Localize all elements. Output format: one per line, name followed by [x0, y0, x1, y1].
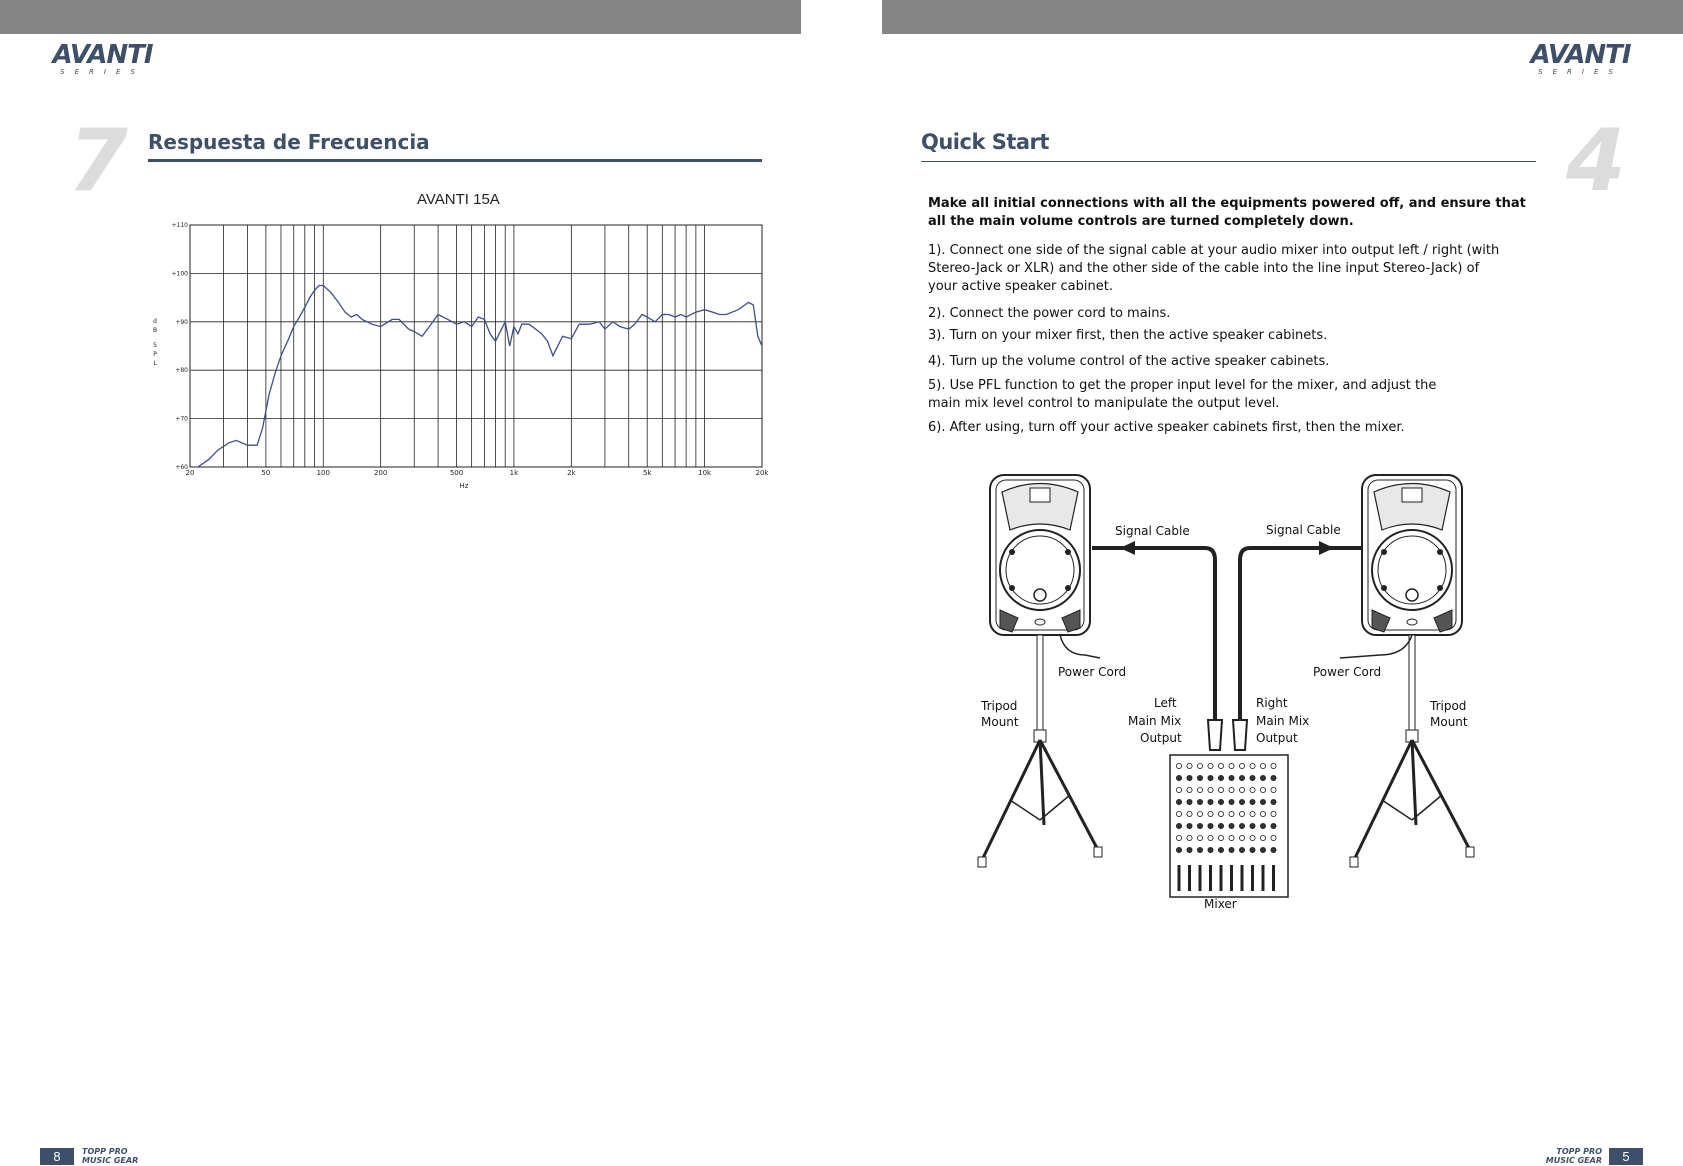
y-tick-label: +90 [175, 318, 188, 326]
mixer-knob [1271, 823, 1276, 828]
mixer-knob [1229, 823, 1234, 828]
y-axis-label-char: P [153, 351, 157, 358]
mixer-knob [1208, 823, 1213, 828]
mixer-knob [1271, 787, 1276, 792]
mixer-knob [1197, 847, 1202, 852]
mixer-knob [1197, 787, 1202, 792]
right-xlr-plug [1233, 720, 1247, 750]
mixer-knob [1260, 787, 1265, 792]
mixer-knob [1176, 787, 1181, 792]
mixer-knob [1208, 787, 1213, 792]
left-cable-arrow [1120, 541, 1135, 555]
mixer-knob [1239, 775, 1244, 780]
y-axis-label-char: L [153, 360, 157, 367]
x-tick-label: 10k [698, 469, 712, 477]
x-tick-label: 1k [509, 469, 519, 477]
mixer-knob [1250, 763, 1255, 768]
mixer-knob [1197, 823, 1202, 828]
mixer-knob [1187, 823, 1192, 828]
footer-brand [1540, 1147, 1602, 1165]
mixer-knob [1229, 799, 1234, 804]
tripod-left-label-1: Tripod [981, 699, 1018, 713]
step-4: 4). Turn up the volume control of the active speaker cabinets. [928, 354, 1330, 369]
x-tick-label: 20 [185, 469, 195, 477]
mixer-knob [1271, 811, 1276, 816]
right-header-bar [882, 0, 1683, 34]
mixer-knob [1239, 835, 1244, 840]
page-title: Quick Start [921, 130, 1049, 154]
mixer-knob [1197, 763, 1202, 768]
plot-frame [190, 225, 762, 467]
mixer-fader [1230, 865, 1233, 891]
chart-ticks [172, 222, 770, 490]
step-1: 1). Connect one side of the signal cable at your audio mixer into output left / right (with Stereo-Jack or XLR) and the other side of the cable into the line input Stereo-Jack) of your active speaker cabinet. [928, 243, 1500, 294]
mixer-knob [1239, 847, 1244, 852]
mixer-knob [1176, 763, 1181, 768]
mixer-knob [1208, 847, 1213, 852]
y-tick-label: +80 [175, 367, 188, 375]
left-output-label-1: Left [1154, 696, 1177, 710]
mixer-knob [1229, 787, 1234, 792]
mixer-label: Mixer [1204, 897, 1237, 911]
mixer-knob [1218, 787, 1223, 792]
mixer-knob [1260, 835, 1265, 840]
mixer-fader [1262, 865, 1265, 891]
section-number: 4 [1566, 111, 1626, 211]
mixer-knob [1197, 811, 1202, 816]
right-output-label-3: Output [1256, 731, 1298, 745]
x-tick-label: 2k [567, 469, 576, 477]
mixer-knob [1187, 835, 1192, 840]
logo-wordmark: AVANTI [1530, 40, 1631, 70]
step-5: 5). Use PFL function to get the proper input level for the mixer, and adjust the main mix level control to manipulate the output level. [928, 378, 1437, 411]
mixer-fader [1188, 865, 1191, 891]
mixer-fader [1178, 865, 1181, 891]
mixer-knob [1250, 811, 1255, 816]
mixer-fader [1199, 865, 1202, 891]
logo-subtitle: SERIES [60, 68, 145, 76]
mixer-knob [1239, 799, 1244, 804]
mixer-knob [1208, 763, 1213, 768]
y-tick-label: +110 [171, 222, 188, 229]
mixer-knob [1260, 823, 1265, 828]
mixer-knob [1250, 775, 1255, 780]
x-tick-label: 5k [642, 469, 652, 477]
signal-cable-left-label: Signal Cable [1115, 524, 1190, 538]
mixer-knob [1229, 763, 1234, 768]
mixer-knob [1176, 775, 1181, 780]
step-6: 6). After using, turn off your active speaker cabinets first, then the mixer. [928, 420, 1405, 435]
mixer-knob [1260, 847, 1265, 852]
page-number: 5 [1609, 1148, 1643, 1165]
step-3: 3). Turn on your mixer first, then the active speaker cabinets. [928, 328, 1328, 343]
avanti-logo-right [1518, 40, 1643, 76]
mixer-knob [1250, 799, 1255, 804]
mixer-knob [1229, 835, 1234, 840]
mixer-knob [1271, 775, 1276, 780]
footer-brand-line2: MUSIC GEAR [1545, 1156, 1602, 1165]
page-title: Respuesta de Frecuencia [148, 130, 430, 154]
avanti-logo-left [40, 40, 165, 76]
mixer-knob [1250, 847, 1255, 852]
mixer-knob [1260, 763, 1265, 768]
left-output-label-3: Output [1140, 731, 1182, 745]
title-underline [921, 161, 1536, 162]
x-tick-label: 50 [261, 469, 271, 477]
mixer-knob [1197, 775, 1202, 780]
frequency-response-chart [140, 215, 780, 495]
left-power-cord [1060, 635, 1100, 658]
mixer-fader [1251, 865, 1254, 891]
power-cord-right-label: Power Cord [1313, 665, 1382, 679]
section-number: 7 [68, 111, 128, 211]
step-2: 2). Connect the power cord to mains. [928, 306, 1171, 321]
mixer-knob [1229, 847, 1234, 852]
mixer-knob [1250, 835, 1255, 840]
mixer-knob [1208, 835, 1213, 840]
mixer-knob [1218, 847, 1223, 852]
mixer-knob [1208, 799, 1213, 804]
mixer-knob [1218, 775, 1223, 780]
mixer-knob [1271, 799, 1276, 804]
y-tick-label: +70 [175, 415, 188, 423]
mixer-knob [1239, 787, 1244, 792]
mixer-knob [1197, 835, 1202, 840]
tripod-right-label-2: Mount [1430, 715, 1468, 729]
footer-brand-line2: MUSIC GEAR [82, 1156, 139, 1165]
footer-brand [82, 1147, 138, 1165]
mixer-knob [1250, 823, 1255, 828]
left-speaker [990, 475, 1090, 635]
logo-subtitle: SERIES [1538, 68, 1623, 76]
tripod-left-label-2: Mount [981, 715, 1019, 729]
left-output-label-2: Main Mix [1128, 714, 1182, 728]
mixer-fader [1272, 865, 1275, 891]
x-tick-label: 100 [316, 469, 330, 477]
x-tick-label: 500 [449, 469, 464, 477]
mixer-knob [1197, 799, 1202, 804]
mixer-knob [1176, 847, 1181, 852]
mixer-knob [1187, 811, 1192, 816]
chart-series [198, 286, 762, 468]
y-axis-label-char: d [153, 318, 157, 325]
mixer-knob [1271, 763, 1276, 768]
mixer-knob [1218, 811, 1223, 816]
chart-title: AVANTI 15A [417, 191, 500, 208]
right-cable-arrow [1319, 541, 1334, 555]
power-cord-left-label: Power Cord [1058, 665, 1127, 679]
mixer-knob [1187, 787, 1192, 792]
mixer-knob [1208, 811, 1213, 816]
connection-diagram [960, 470, 1500, 920]
mixer-fader [1209, 865, 1212, 891]
intro-paragraph: Make all initial connections with all the equipments powered off, and ensure that all the main volume controls are turned completely down. [928, 196, 1526, 229]
mixer-knob [1218, 823, 1223, 828]
right-output-label-1: Right [1256, 696, 1288, 710]
mixer-knob [1187, 847, 1192, 852]
mixer-fader [1220, 865, 1223, 891]
left-xlr-plug [1208, 720, 1222, 750]
mixer-knob [1208, 775, 1213, 780]
footer-brand-line1: TOPP PRO [1556, 1147, 1602, 1156]
mixer-knob [1176, 835, 1181, 840]
mixer-knob [1239, 823, 1244, 828]
y-axis-label [153, 318, 157, 367]
mixer-knob [1218, 799, 1223, 804]
chart-grid [190, 225, 762, 467]
mixer-knob [1218, 763, 1223, 768]
mixer-knob [1176, 811, 1181, 816]
logo-wordmark: AVANTI [52, 40, 153, 70]
tripod-right-label-1: Tripod [1430, 699, 1467, 713]
right-speaker [1362, 475, 1462, 635]
mixer-knob [1187, 799, 1192, 804]
mixer-knob [1260, 799, 1265, 804]
page-number: 8 [40, 1148, 74, 1165]
mixer-knob [1176, 823, 1181, 828]
x-axis-label: Hz [459, 482, 469, 490]
right-output-label-2: Main Mix [1256, 714, 1310, 728]
mixer-knob [1229, 775, 1234, 780]
right-signal-cable [1240, 548, 1362, 720]
y-tick-label: +60 [175, 464, 188, 471]
mixer-knob [1239, 763, 1244, 768]
mixer-knob [1250, 787, 1255, 792]
y-axis-label-char: B [152, 327, 158, 334]
y-tick-label: +100 [171, 270, 188, 278]
mixer-knob [1218, 835, 1223, 840]
left-header-bar [0, 0, 801, 34]
mixer-knob [1271, 847, 1276, 852]
signal-cable-right-label: Signal Cable [1266, 523, 1341, 537]
right-power-cord [1340, 635, 1412, 658]
footer-brand-line1: TOPP PRO [82, 1147, 128, 1156]
mixer-knob [1187, 763, 1192, 768]
mixer-knob [1260, 811, 1265, 816]
mixer-knob [1187, 775, 1192, 780]
mixer-knob [1176, 799, 1181, 804]
mixer-knob [1229, 811, 1234, 816]
mixer-knob [1260, 775, 1265, 780]
mixer-unit [1170, 755, 1288, 897]
y-axis-label-char: S [153, 342, 157, 349]
mixer-fader [1241, 865, 1244, 891]
response-curve [198, 286, 762, 468]
mixer-knob [1271, 835, 1276, 840]
x-tick-label: 200 [373, 469, 388, 477]
mixer-knob [1239, 811, 1244, 816]
x-tick-label: 20k [755, 469, 769, 477]
title-underline [148, 159, 762, 162]
left-signal-cable [1092, 548, 1215, 720]
